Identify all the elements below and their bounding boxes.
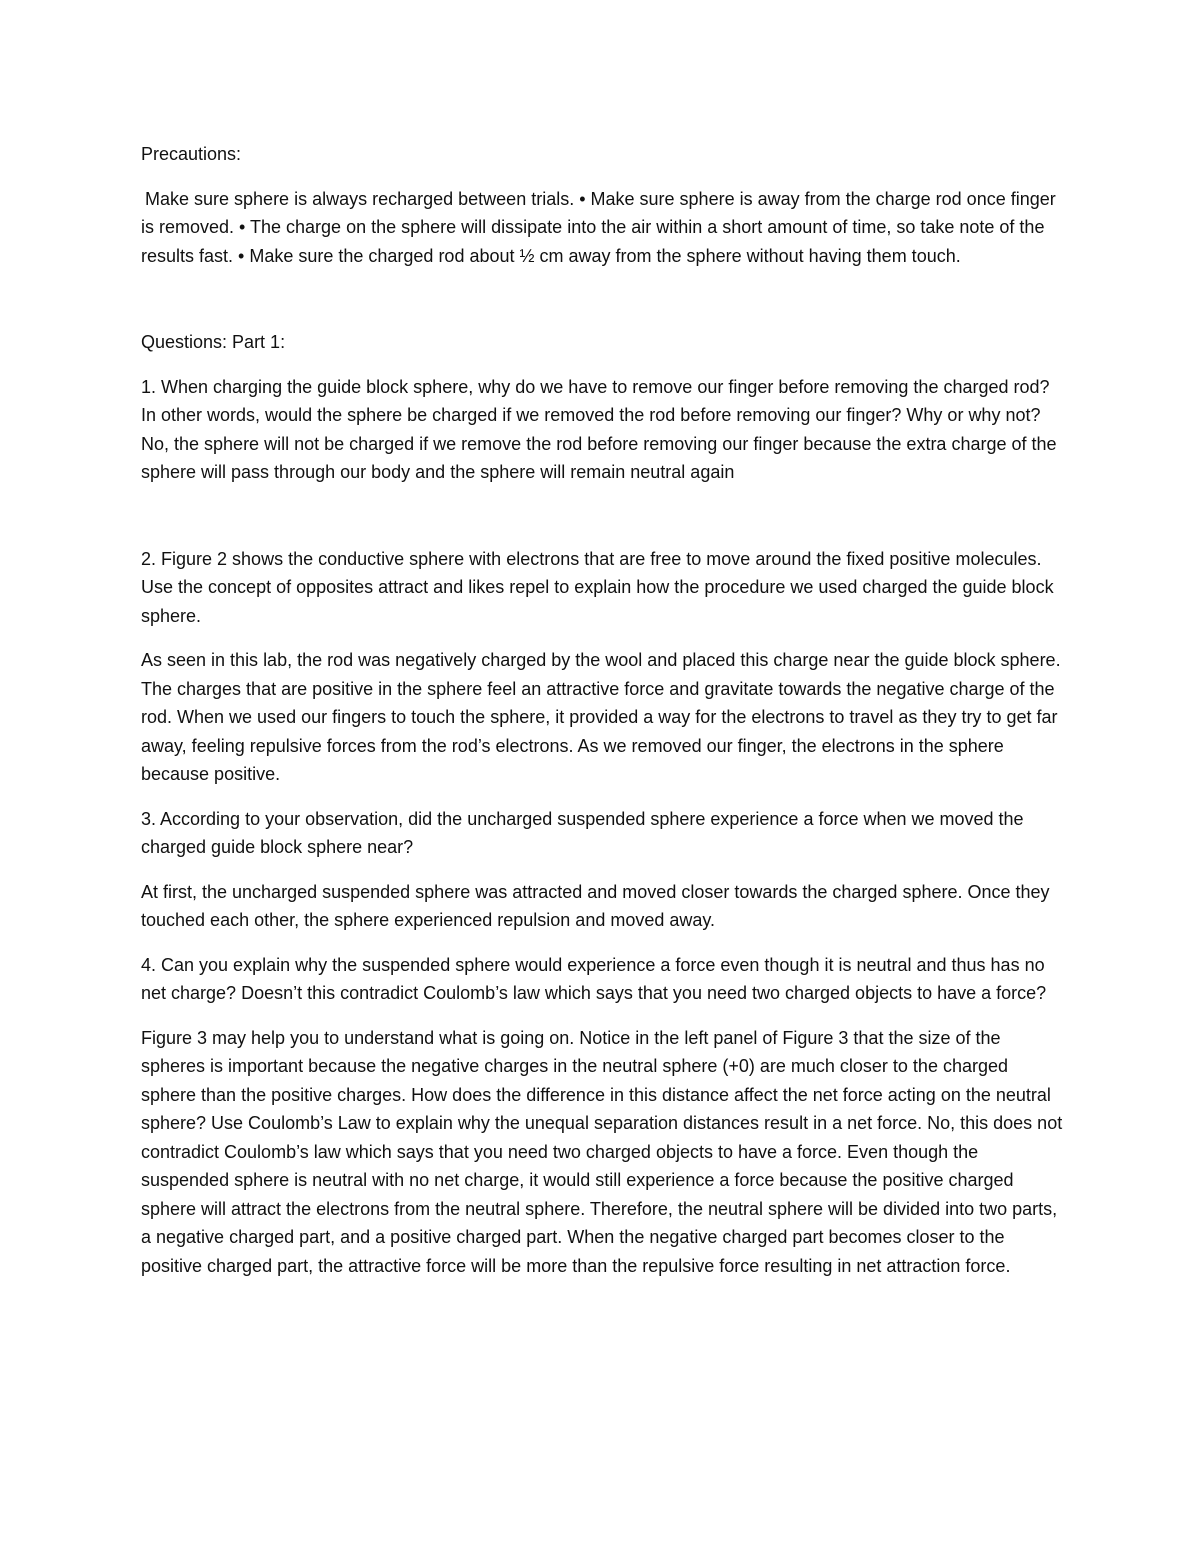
- question-3: 3. According to your observation, did the uncharged suspended sphere experience a force when we moved the charged guide block sphere near?: [141, 808, 1024, 857]
- precautions-heading: Precautions:: [141, 144, 242, 164]
- questions-heading: Questions: Part 1:: [141, 332, 286, 352]
- question-2: 2. Figure 2 shows the conductive sphere with electrons that are free to move around the fixed positive molecules. Use the concept of opposites attract and likes repel to explain how the procedure we used charged the guide block sphere.: [141, 548, 1054, 626]
- document-page: [141, 140, 1066, 1280]
- answer-2: As seen in this lab, the rod was negatively charged by the wool and placed this charge near the guide block sphere. The charges that are positive in the sphere feel an attractive force and gravitate towards the negative charge of the rod. When we used our fingers to touch the sphere, it provided a way for the electrons to travel as they try to get far away, feeling repulsive forces from the rod’s electrons. As we removed our finger, the electrons in the sphere because positive.: [141, 650, 1061, 784]
- answer-4: Figure 3 may help you to understand what is going on. Notice in the left panel of Figure 3 that the size of the spheres is important because the negative charges in the neutral sphere (+0) are much closer to the charged sphere than the positive charges. How does the difference in this distance affect the net force acting on the neutral sphere? Use Coulomb’s Law to explain why the unequal separation distances result in a net force. No, this does not contradict Coulomb’s law which says that you need two charged objects to have a force. Even though the suspended sphere is neutral with no net charge, it would still experience a force because the positive charged sphere will attract the electrons from the neutral sphere. Therefore, the neutral sphere will be divided into two parts, a negative charged part, and a positive charged part. When the negative charged part becomes closer to the positive charged part, the attractive force will be more than the repulsive force resulting in net attraction force.: [141, 1027, 1063, 1276]
- question-1: 1. When charging the guide block sphere, why do we have to remove our finger before removing the charged rod? In other words, would the sphere be charged if we removed the rod before removing our finger? Why or why not? No, the sphere will not be charged if we remove the rod before removing our finger because the extra charge of the sphere will pass through our body and the sphere will remain neutral again: [141, 376, 1057, 482]
- question-4: 4. Can you explain why the suspended sphere would experience a force even though it is neutral and thus has no net charge? Doesn’t this contradict Coulomb’s law which says that you need two charged objects to have a force?: [141, 954, 1047, 1003]
- answer-3: At first, the uncharged suspended sphere was attracted and moved closer towards the charged sphere. Once they touched each other, the sphere experienced repulsion and moved away.: [141, 881, 1050, 930]
- precautions-body: Make sure sphere is always recharged between trials. • Make sure sphere is away from the charge rod once finger is removed. • The charge on the sphere will dissipate into the air within a short amount of time, so take note of the results fast. • Make sure the charged rod about ½ cm away from the sphere without having them touch.: [141, 188, 1056, 266]
